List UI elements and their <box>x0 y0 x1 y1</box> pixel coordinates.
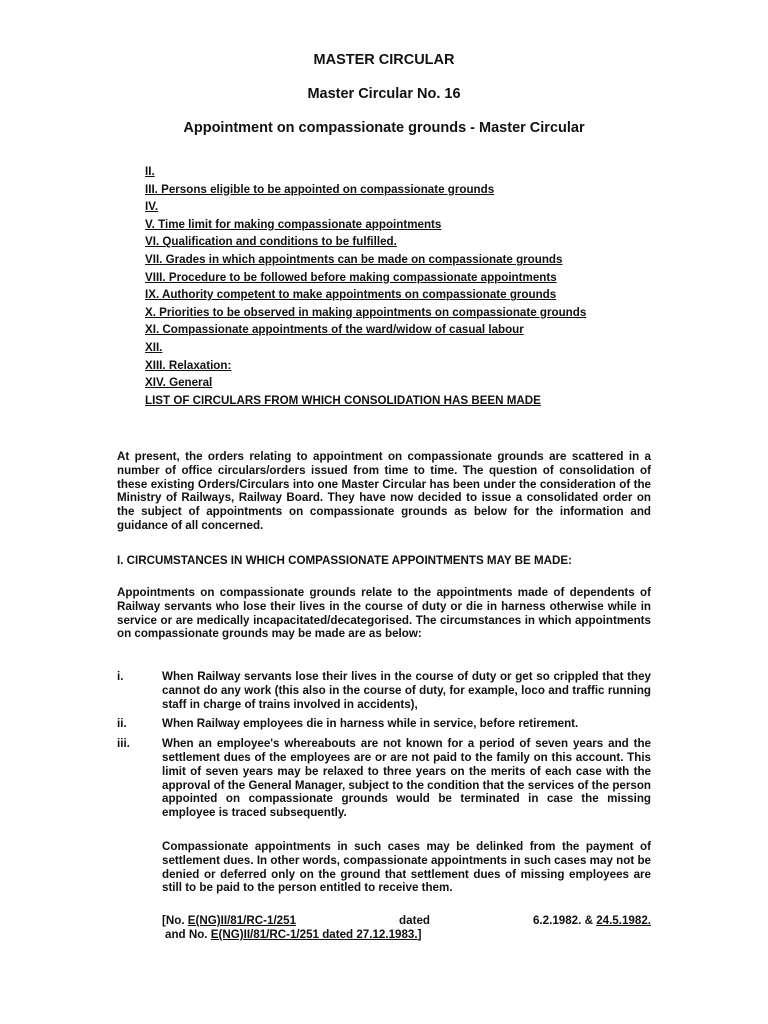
list-item <box>117 737 651 820</box>
reference-dated-word: dated <box>399 914 430 927</box>
item-number: i. <box>117 670 124 683</box>
toc-link[interactable]: X. Priorities to be observed in making appointments on compassionate grounds <box>145 305 587 319</box>
toc-item <box>145 374 586 392</box>
toc-link[interactable]: III. Persons eligible to be appointed on compassionate grounds <box>145 182 495 196</box>
reference-and-no: and No. <box>165 928 208 941</box>
toc-item <box>145 304 586 322</box>
section-heading: I. CIRCUMSTANCES IN WHICH COMPASSIONATE APPOINTMENTS MAY BE MADE: <box>117 554 572 567</box>
reference-date-2[interactable]: 24.5.1982. <box>596 914 651 927</box>
item-number: ii. <box>117 717 127 731</box>
reference-line-1 <box>162 914 651 928</box>
item-text: When Railway servants lose their lives in the course of duty or get so crippled that they cannot do any work (this also in the course of duty, for example, loco and traffic running staff in charge of trains involved in accidents), <box>162 670 651 711</box>
list-item <box>117 670 651 711</box>
item-text: When Railway employees die in harness while in service, before retirement. <box>162 717 579 731</box>
toc-item <box>145 286 586 304</box>
toc-link[interactable]: VIII. Procedure to be followed before making compassionate appointments <box>145 270 557 284</box>
reference-suffix: ] <box>417 928 422 941</box>
toc-link[interactable]: IV. <box>145 200 159 214</box>
toc-item <box>145 251 586 269</box>
reference-dates <box>533 914 651 928</box>
circular-number: Master Circular No. 16 <box>307 86 461 102</box>
toc-item <box>145 181 586 199</box>
toc-link[interactable]: II. <box>145 165 155 178</box>
reference-amp: & <box>584 914 593 927</box>
reference-letter <box>162 914 296 928</box>
toc-item <box>145 357 586 375</box>
reference-letter-number[interactable]: E(NG)II/81/RC-1/251 <box>187 914 297 927</box>
toc-item <box>145 339 586 357</box>
toc-item <box>145 198 586 216</box>
item-text: When an employee's whereabouts are not known for a period of seven years and the settlement dues of the employees are or are not paid to the family on this account. This limit of seven years may be relaxed to three years on the merits of each case with the approval of the General Manager, subject to the condition that the services of the person appointed on compassionate grounds would be terminated in case the missing employee is traced subsequently. <box>162 737 651 820</box>
list-item <box>117 717 651 731</box>
toc-link[interactable]: XIII. Relaxation: <box>145 358 232 372</box>
toc-item <box>145 321 586 339</box>
toc-item <box>145 216 586 234</box>
circumstance-list <box>117 670 651 820</box>
toc-item <box>145 233 586 251</box>
reference-citation <box>162 914 651 942</box>
toc-link[interactable]: VI. Qualification and conditions to be fulfilled. <box>145 235 397 249</box>
circular-subject: Appointment on compassionate grounds - Master Circular <box>183 120 585 136</box>
reference-line-2 <box>162 928 651 942</box>
toc-link[interactable]: XI. Compassionate appointments of the ward/widow of casual labour <box>145 323 524 337</box>
sub-paragraph: Compassionate appointments in such cases may be delinked from the payment of settlement dues. In other words, compassionate appointments in such cases may not be denied or deferred only on the ground that settlement dues of missing employees are still to be paid to the person entitled to receive them. <box>162 840 651 895</box>
toc-link[interactable]: V. Time limit for making compassionate appointments <box>145 217 442 231</box>
table-of-contents <box>145 163 586 409</box>
reference-prefix: [No. <box>162 914 185 927</box>
toc-item <box>145 392 586 410</box>
item-number: iii. <box>117 737 130 751</box>
reference-letter-2[interactable]: E(NG)II/81/RC-1/251 dated 27.12.1983. <box>210 928 418 941</box>
reference-date-1: 6.2.1982. <box>532 914 582 927</box>
document-title: MASTER CIRCULAR <box>313 52 455 68</box>
toc-item <box>145 269 586 287</box>
intro-paragraph: At present, the orders relating to appointment on compassionate grounds are scattered in a number of office circulars/orders issued from time to time. The question of consolidation of these existing Orders/Circulars into one Master Circular has been under the consideration of the Ministry of Railways, Railway Board. They have now decided to issue a consolidated order on the subject of appointments on compassionate grounds as below for the information and guidance of all concerned. <box>117 450 651 532</box>
toc-link[interactable]: VII. Grades in which appointments can be made on compassionate grounds <box>145 252 563 266</box>
toc-link[interactable]: LIST OF CIRCULARS FROM WHICH CONSOLIDATION HAS BEEN MADE <box>145 393 541 407</box>
toc-item <box>145 163 586 181</box>
toc-link[interactable]: XIV. General <box>145 376 213 390</box>
toc-link[interactable]: XII. <box>145 340 163 354</box>
section-body: Appointments on compassionate grounds relate to the appointments made of dependents of Railway servants who lose their lives in the course of duty or die in harness otherwise while in service or are medically incapacitated/decategorised. The circumstances in which appointments on compassionate grounds may be made are as below: <box>117 586 651 641</box>
toc-link[interactable]: IX. Authority competent to make appointments on compassionate grounds <box>145 288 557 302</box>
